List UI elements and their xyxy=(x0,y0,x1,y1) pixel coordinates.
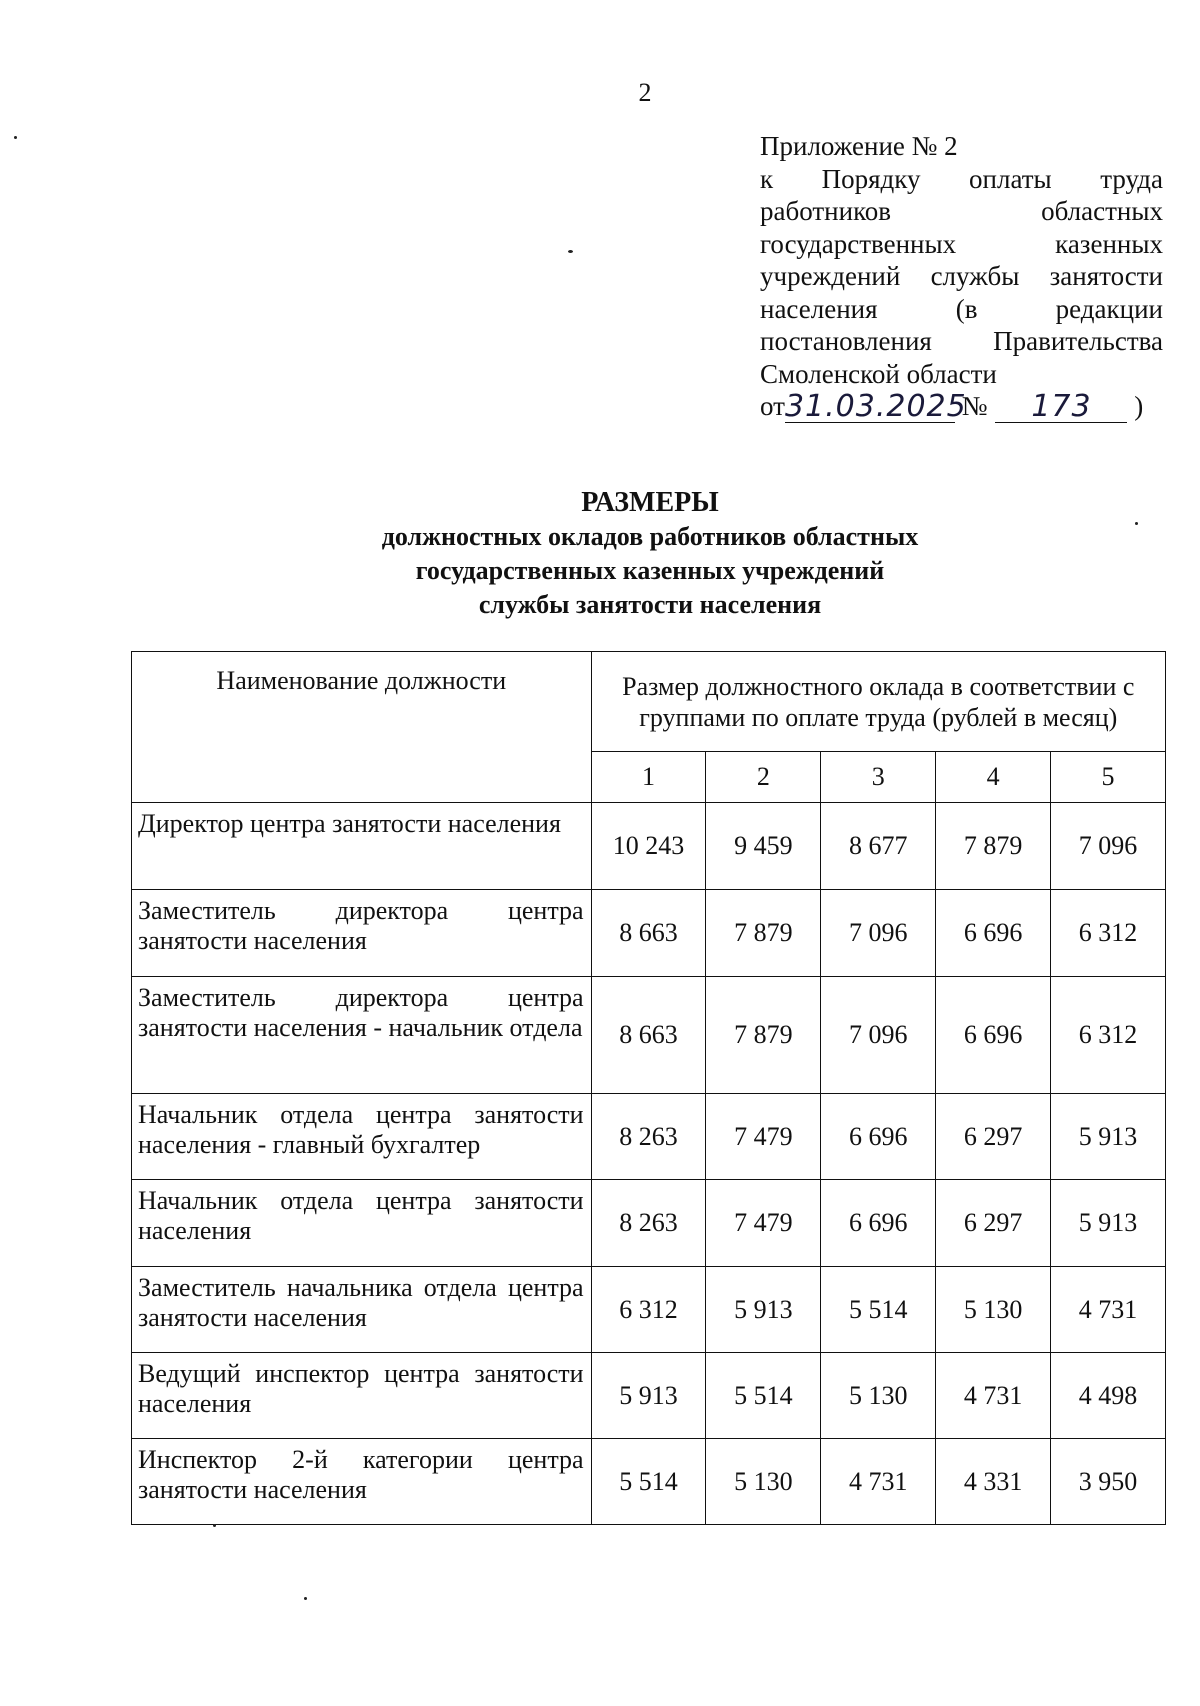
position-name: Ведущий инспектор центра занятости населения xyxy=(132,1353,592,1439)
salary-value: 6 312 xyxy=(1051,977,1166,1094)
salary-value: 8 263 xyxy=(591,1094,706,1180)
appendix-block xyxy=(760,130,1163,423)
salary-value: 5 514 xyxy=(591,1439,706,1525)
table-row xyxy=(132,803,1166,890)
salary-value: 7 479 xyxy=(706,1094,821,1180)
title-sub: государственных казенных учреждений xyxy=(415,556,885,585)
page-number: 2 xyxy=(638,78,652,107)
salary-value: 8 663 xyxy=(591,890,706,977)
group-number: 1 xyxy=(591,752,706,803)
handwritten-number: 173 xyxy=(995,392,1127,423)
handwritten-date: 31.03.2025 xyxy=(784,388,967,424)
table-row xyxy=(132,1353,1166,1439)
scan-speck xyxy=(213,1524,216,1527)
salary-value: 7 096 xyxy=(821,977,936,1094)
appendix-line: государственных казенных xyxy=(760,228,1163,259)
table-row xyxy=(132,1180,1166,1267)
salary-value: 3 950 xyxy=(1051,1439,1166,1525)
salary-value: 6 696 xyxy=(821,1180,936,1267)
salary-value: 4 331 xyxy=(936,1439,1051,1525)
group-number: 5 xyxy=(1051,752,1166,803)
salary-value: 5 913 xyxy=(1051,1094,1166,1180)
appendix-line: постановления Правительства xyxy=(760,326,1163,356)
salary-value: 6 312 xyxy=(591,1267,706,1353)
column-header-position: Наименование должности xyxy=(132,652,592,803)
salary-value: 6 312 xyxy=(1051,890,1166,977)
salary-value: 7 096 xyxy=(821,890,936,977)
salary-value: 5 514 xyxy=(821,1267,936,1353)
position-name: Начальник отдела центра занятости населения xyxy=(132,1180,592,1267)
closing-paren: ) xyxy=(1134,391,1144,421)
appendix-line: учреждений службы занятости xyxy=(760,261,1163,291)
salary-value: 9 459 xyxy=(706,803,821,890)
salary-value: 6 696 xyxy=(936,890,1051,977)
salary-value: 7 879 xyxy=(706,977,821,1094)
group-number: 2 xyxy=(706,752,821,803)
table-row xyxy=(132,1439,1166,1525)
salary-value: 4 731 xyxy=(1051,1267,1166,1353)
group-number: 3 xyxy=(821,752,936,803)
salary-value: 4 731 xyxy=(821,1439,936,1525)
salary-value: 5 913 xyxy=(1051,1180,1166,1267)
number-sign: № xyxy=(961,391,988,421)
salary-value: 6 696 xyxy=(936,977,1051,1094)
position-name: Заместитель директора центра занятости населения - начальник отдела xyxy=(132,977,592,1094)
salary-value: 5 130 xyxy=(936,1267,1051,1353)
scan-speck xyxy=(568,250,573,253)
title-sub: должностных окладов работников областных xyxy=(381,522,919,551)
salary-value: 6 297 xyxy=(936,1180,1051,1267)
appendix-title: Приложение № 2 xyxy=(760,131,958,161)
salary-value: 4 731 xyxy=(936,1353,1051,1439)
position-name: Заместитель директора центра занятости населения xyxy=(132,890,592,977)
position-name: Заместитель начальника отдела центра занятости населения xyxy=(132,1267,592,1353)
document-title xyxy=(130,486,1170,622)
salary-value: 5 913 xyxy=(706,1267,821,1353)
title-main: РАЗМЕРЫ xyxy=(581,487,719,518)
position-name: Начальник отдела центра занятости населения - главный бухгалтер xyxy=(132,1094,592,1180)
salary-value: 4 498 xyxy=(1051,1353,1166,1439)
title-sub: службы занятости населения xyxy=(478,590,822,619)
salary-value: 5 913 xyxy=(591,1353,706,1439)
table-row xyxy=(132,890,1166,977)
salary-value: 7 879 xyxy=(706,890,821,977)
salary-value: 7 879 xyxy=(936,803,1051,890)
date-number-line xyxy=(760,390,1163,423)
position-name: Директор центра занятости населения xyxy=(132,803,592,890)
salary-value: 6 297 xyxy=(936,1094,1051,1180)
column-header-salary: Размер должностного оклада в соответствии с группами по оплате труда (рублей в месяц) xyxy=(591,652,1165,752)
salary-value: 7 479 xyxy=(706,1180,821,1267)
appendix-line: Смоленской области xyxy=(760,358,997,389)
salary-value: 8 263 xyxy=(591,1180,706,1267)
position-name: Инспектор 2-й категории центра занятости населения xyxy=(132,1439,592,1525)
salary-table xyxy=(131,651,1166,1525)
salary-value: 6 696 xyxy=(821,1094,936,1180)
appendix-line: к Порядку оплаты труда xyxy=(760,163,1163,194)
header-row xyxy=(132,652,1166,752)
salary-value: 7 096 xyxy=(1051,803,1166,890)
appendix-line: населения (в редакции xyxy=(760,293,1163,324)
salary-value: 10 243 xyxy=(591,803,706,890)
scan-speck xyxy=(14,136,17,139)
table-row xyxy=(132,1094,1166,1180)
date-prefix: от xyxy=(760,391,785,421)
salary-value: 5 514 xyxy=(706,1353,821,1439)
salary-value: 5 130 xyxy=(821,1353,936,1439)
scan-speck xyxy=(304,1597,307,1600)
salary-value: 8 663 xyxy=(591,977,706,1094)
salary-value: 8 677 xyxy=(821,803,936,890)
scan-speck xyxy=(1135,522,1138,525)
table-row xyxy=(132,1267,1166,1353)
salary-value: 5 130 xyxy=(706,1439,821,1525)
group-number: 4 xyxy=(936,752,1051,803)
table-row xyxy=(132,977,1166,1094)
appendix-line: работников областных xyxy=(760,196,1163,226)
